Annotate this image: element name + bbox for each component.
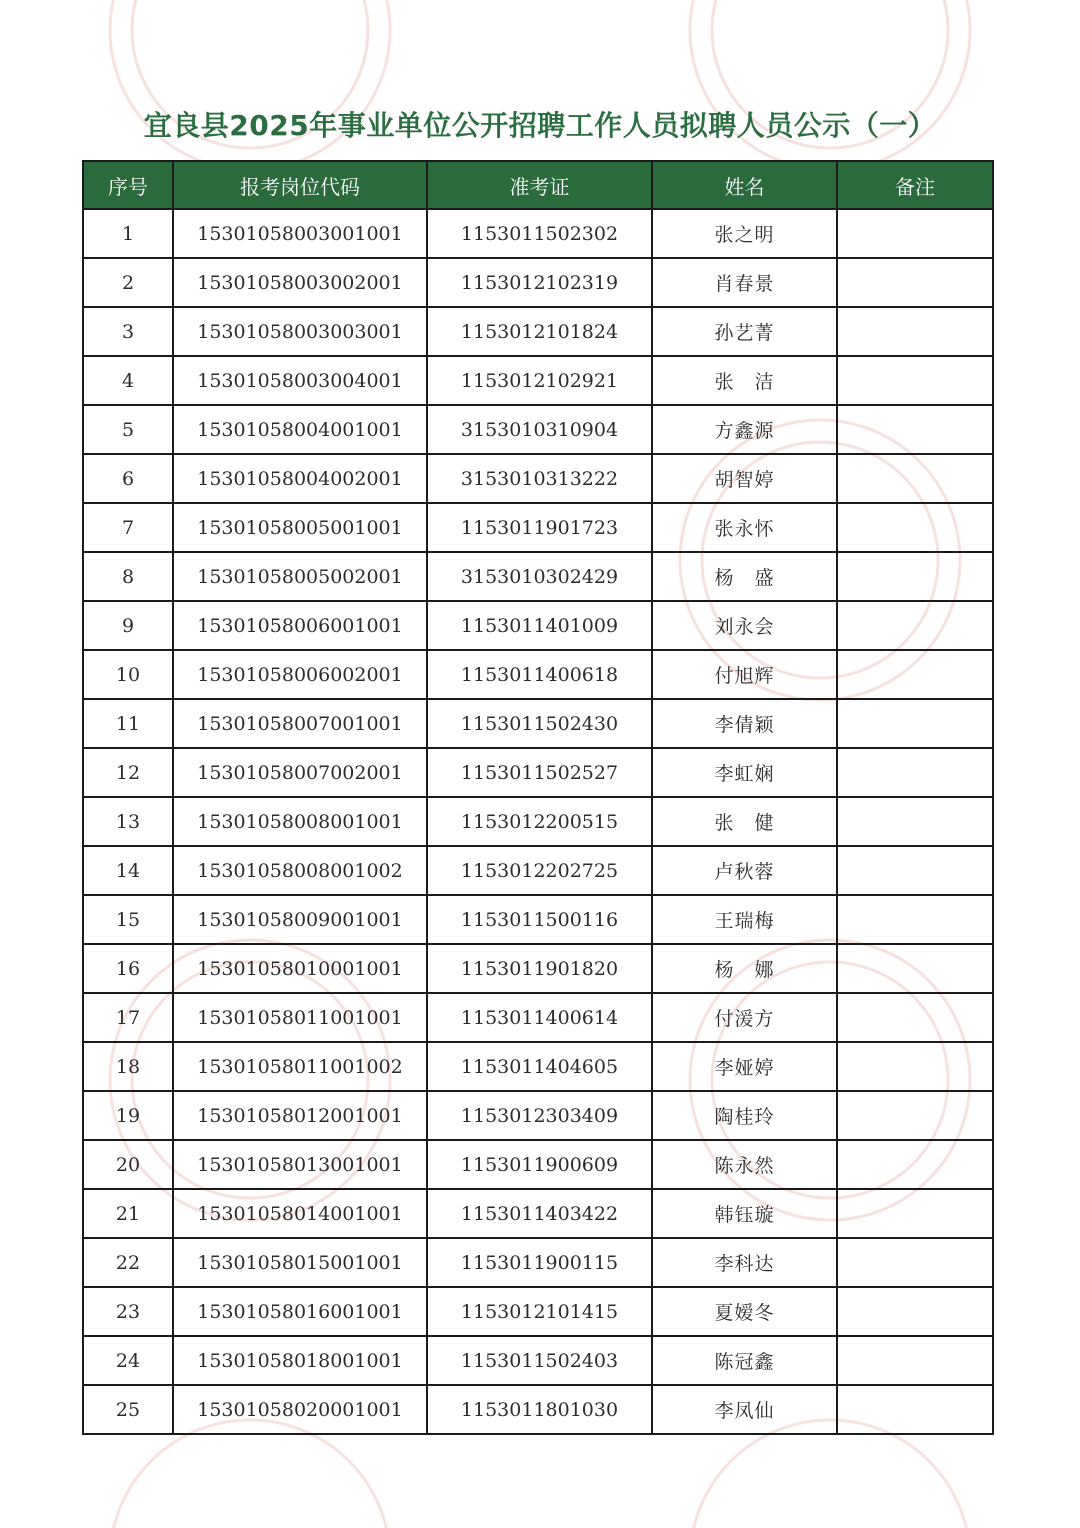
seq-cell: 23 [83,1287,173,1336]
seq-cell: 1 [83,209,173,258]
note-cell [837,601,993,650]
ticket-cell: 1153012200515 [427,797,652,846]
table-row [83,1336,993,1385]
position-code-cell: 15301058011001002 [173,1042,427,1091]
position-code-cell: 15301058005001001 [173,503,427,552]
position-code-cell: 15301058003001001 [173,209,427,258]
position-code-cell: 15301058011001001 [173,993,427,1042]
seq-cell: 14 [83,846,173,895]
name-cell: 付旭辉 [652,650,837,699]
seq-cell: 22 [83,1238,173,1287]
name-cell: 韩钰璇 [652,1189,837,1238]
table-row [83,944,993,993]
ticket-cell: 1153012303409 [427,1091,652,1140]
ticket-cell: 3153010302429 [427,552,652,601]
table-row [83,846,993,895]
note-cell [837,356,993,405]
note-cell [837,1238,993,1287]
table-row [83,209,993,258]
position-code-cell: 15301058006001001 [173,601,427,650]
name-cell: 李倩颖 [652,699,837,748]
note-cell [837,1091,993,1140]
seq-cell: 15 [83,895,173,944]
note-cell [837,1336,993,1385]
ticket-cell: 3153010310904 [427,405,652,454]
note-cell [837,748,993,797]
ticket-cell: 1153011801030 [427,1385,652,1434]
note-cell [837,1385,993,1434]
name-cell: 李科达 [652,1238,837,1287]
name-cell: 孙艺菁 [652,307,837,356]
seq-cell: 3 [83,307,173,356]
ticket-cell: 1153011502302 [427,209,652,258]
note-cell [837,405,993,454]
position-code-cell: 15301058010001001 [173,944,427,993]
name-cell: 杨 娜 [652,944,837,993]
name-cell: 刘永会 [652,601,837,650]
table-row [83,1385,993,1434]
table-row [83,258,993,307]
seq-cell: 13 [83,797,173,846]
hire-table [82,160,994,1435]
position-code-cell: 15301058015001001 [173,1238,427,1287]
note-cell [837,1140,993,1189]
col-header-name: 姓名 [652,161,837,209]
table-row [83,1189,993,1238]
position-code-cell: 15301058006002001 [173,650,427,699]
note-cell [837,993,993,1042]
seq-cell: 17 [83,993,173,1042]
seq-cell: 24 [83,1336,173,1385]
ticket-cell: 3153010313222 [427,454,652,503]
note-cell [837,1287,993,1336]
position-code-cell: 15301058009001001 [173,895,427,944]
seq-cell: 21 [83,1189,173,1238]
note-cell [837,258,993,307]
table-row [83,454,993,503]
note-cell [837,307,993,356]
ticket-cell: 1153011400618 [427,650,652,699]
col-header-seq: 序号 [83,161,173,209]
note-cell [837,699,993,748]
note-cell [837,1042,993,1091]
seq-cell: 8 [83,552,173,601]
table-row [83,1091,993,1140]
note-cell [837,552,993,601]
position-code-cell: 15301058007001001 [173,699,427,748]
col-header-note: 备注 [837,161,993,209]
seq-cell: 11 [83,699,173,748]
note-cell [837,944,993,993]
position-code-cell: 15301058008001001 [173,797,427,846]
table-row [83,601,993,650]
name-cell: 张之明 [652,209,837,258]
position-code-cell: 15301058003003001 [173,307,427,356]
table-row [83,356,993,405]
table-row [83,1042,993,1091]
name-cell: 李凤仙 [652,1385,837,1434]
seq-cell: 7 [83,503,173,552]
table-row [83,503,993,552]
seq-cell: 2 [83,258,173,307]
position-code-cell: 15301058020001001 [173,1385,427,1434]
name-cell: 李虹娴 [652,748,837,797]
seq-cell: 6 [83,454,173,503]
name-cell: 夏嫒冬 [652,1287,837,1336]
ticket-cell: 1153011901723 [427,503,652,552]
ticket-cell: 1153011900115 [427,1238,652,1287]
note-cell [837,650,993,699]
seq-cell: 18 [83,1042,173,1091]
table-row [83,552,993,601]
name-cell: 杨 盛 [652,552,837,601]
ticket-cell: 1153012101824 [427,307,652,356]
seq-cell: 5 [83,405,173,454]
table-row [83,307,993,356]
note-cell [837,454,993,503]
ticket-cell: 1153011502430 [427,699,652,748]
table-row [83,895,993,944]
name-cell: 王瑞梅 [652,895,837,944]
seq-cell: 20 [83,1140,173,1189]
ticket-cell: 1153012101415 [427,1287,652,1336]
position-code-cell: 15301058005002001 [173,552,427,601]
position-code-cell: 15301058004001001 [173,405,427,454]
note-cell [837,503,993,552]
seq-cell: 4 [83,356,173,405]
table-row [83,993,993,1042]
name-cell: 陶桂玲 [652,1091,837,1140]
name-cell: 肖春景 [652,258,837,307]
ticket-cell: 1153011404605 [427,1042,652,1091]
table-row [83,650,993,699]
seq-cell: 12 [83,748,173,797]
ticket-cell: 1153011500116 [427,895,652,944]
position-code-cell: 15301058013001001 [173,1140,427,1189]
table-row [83,699,993,748]
ticket-cell: 1153012102319 [427,258,652,307]
seq-cell: 16 [83,944,173,993]
ticket-cell: 1153011400614 [427,993,652,1042]
ticket-cell: 1153011901820 [427,944,652,993]
note-cell [837,797,993,846]
ticket-cell: 1153011401009 [427,601,652,650]
table-row [83,1238,993,1287]
name-cell: 张 洁 [652,356,837,405]
table-row [83,748,993,797]
position-code-cell: 15301058007002001 [173,748,427,797]
page-title: 宜良县2025年事业单位公开招聘工作人员拟聘人员公示（一） [143,109,937,142]
name-cell: 陈冠鑫 [652,1336,837,1385]
col-header-ticket: 准考证 [427,161,652,209]
name-cell: 李娅婷 [652,1042,837,1091]
ticket-cell: 1153011403422 [427,1189,652,1238]
position-code-cell: 15301058018001001 [173,1336,427,1385]
table-row [83,1140,993,1189]
note-cell [837,209,993,258]
position-code-cell: 15301058003002001 [173,258,427,307]
ticket-cell: 1153012102921 [427,356,652,405]
position-code-cell: 15301058003004001 [173,356,427,405]
name-cell: 胡智婷 [652,454,837,503]
name-cell: 张 健 [652,797,837,846]
table-row [83,405,993,454]
position-code-cell: 15301058014001001 [173,1189,427,1238]
seq-cell: 25 [83,1385,173,1434]
position-code-cell: 15301058008001002 [173,846,427,895]
name-cell: 陈永然 [652,1140,837,1189]
position-code-cell: 15301058012001001 [173,1091,427,1140]
table-row [83,797,993,846]
seq-cell: 19 [83,1091,173,1140]
name-cell: 付湲方 [652,993,837,1042]
ticket-cell: 1153012202725 [427,846,652,895]
table-row [83,1287,993,1336]
name-cell: 方鑫源 [652,405,837,454]
note-cell [837,1189,993,1238]
ticket-cell: 1153011900609 [427,1140,652,1189]
seq-cell: 10 [83,650,173,699]
name-cell: 卢秋蓉 [652,846,837,895]
col-header-position-code: 报考岗位代码 [173,161,427,209]
note-cell [837,895,993,944]
name-cell: 张永怀 [652,503,837,552]
seq-cell: 9 [83,601,173,650]
position-code-cell: 15301058004002001 [173,454,427,503]
note-cell [837,846,993,895]
position-code-cell: 15301058016001001 [173,1287,427,1336]
header-row [83,161,993,209]
ticket-cell: 1153011502527 [427,748,652,797]
ticket-cell: 1153011502403 [427,1336,652,1385]
